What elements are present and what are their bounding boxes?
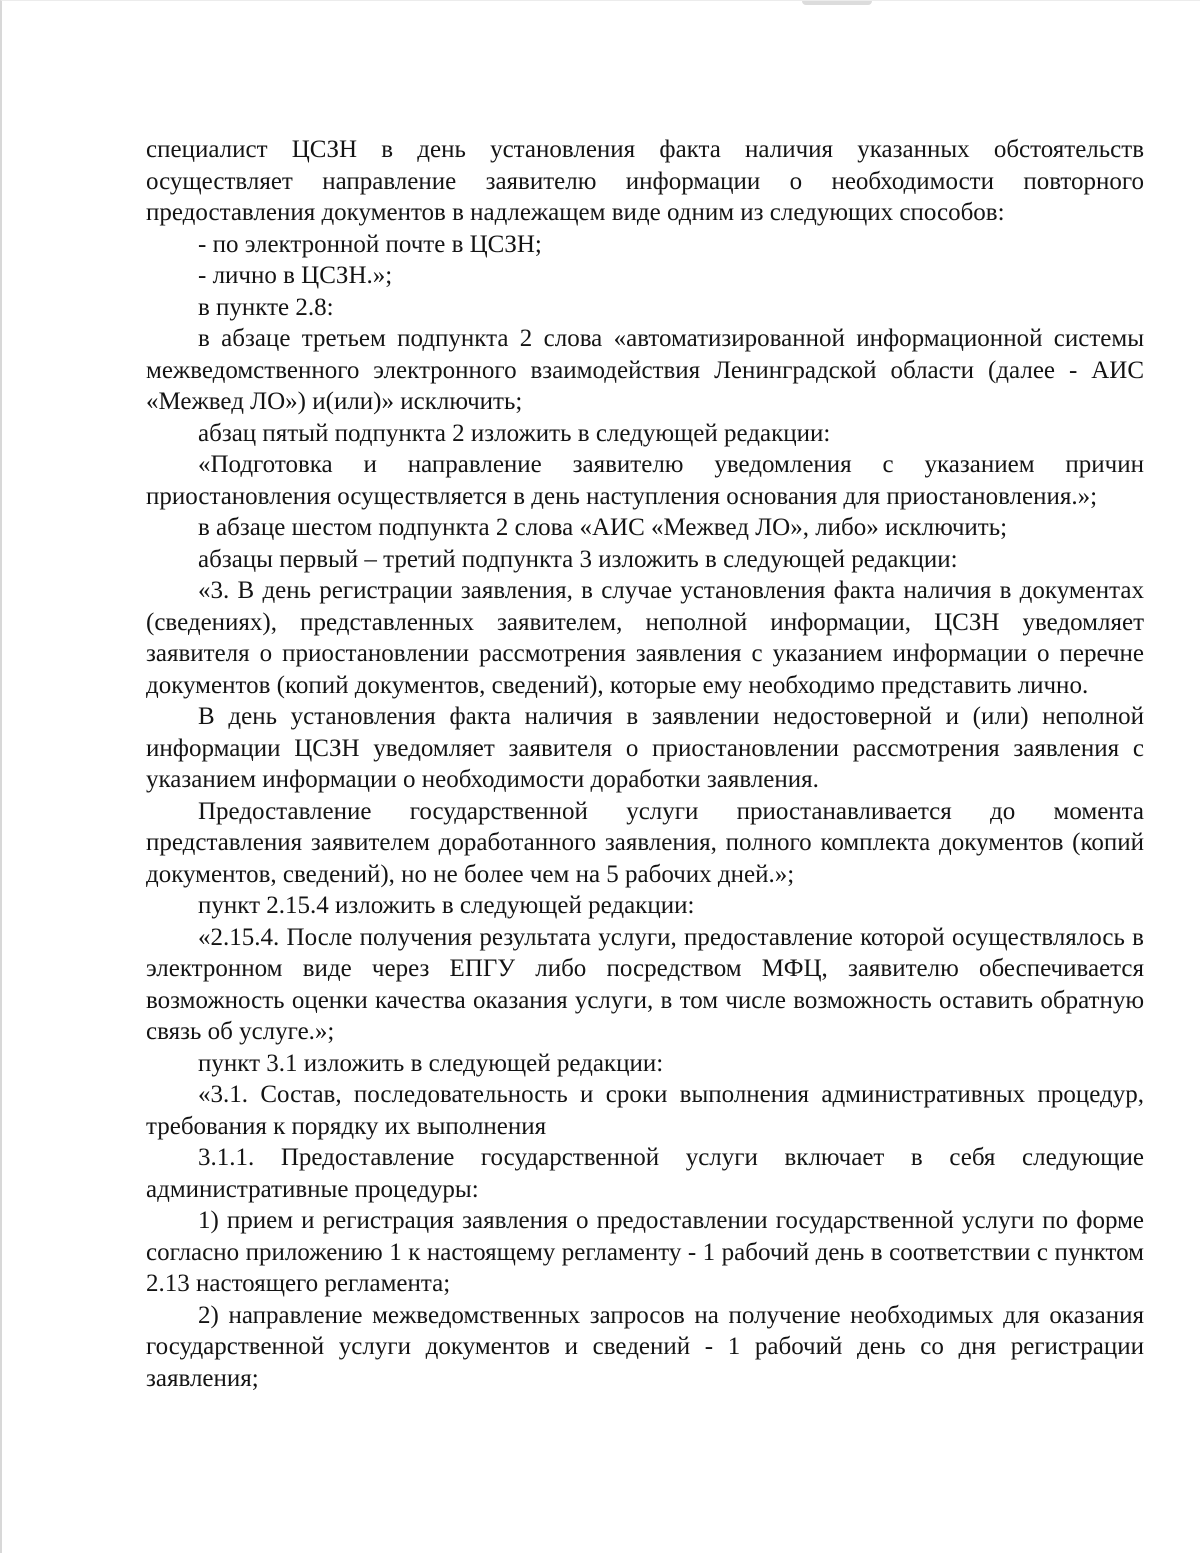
paragraph-registration-day: «3. В день регистрации заявления, в случае установления факта наличия в документах (сведениях), представленных заявителем, неполной информации, ЦСЗН уведомляет заявителя о приостановлении рассмотрения заявления с указанием информации о перечне документов (копий документов, сведений), которые ему необходимо представить лично.: [146, 577, 1144, 699]
paragraph-section-3-1-1: 3.1.1. Предоставление государственной услуги включает в себя следующие административные процедуры:: [146, 1144, 1144, 1203]
paragraph-service-suspended: Предоставление государственной услуги приостанавливается до момента представления заявителем доработанного заявления, полного комплекта документов (копий документов, сведений), но не более чем на 5 рабочих дней.»;: [146, 797, 1144, 888]
paragraph-subpoint-2-abzac-6: в абзаце шестом подпункта 2 слова «АИС «Межвед ЛО», либо» исключить;: [198, 514, 1008, 541]
list-item-email: - по электронной почте в ЦСЗН;: [198, 230, 542, 258]
paragraph-point-2-8: в пункте 2.8:: [198, 293, 334, 321]
paragraph-point-2-15-4: пункт 2.15.4 изложить в следующей редакции:: [198, 892, 695, 919]
paragraph-section-3-1-heading: «3.1. Состав, последовательность и сроки выполнения административных процедур, требования к порядку их выполнения: [146, 1081, 1144, 1140]
paragraph-point-3-1: пункт 3.1 изложить в следующей редакции:: [198, 1049, 664, 1077]
paragraph-subpoint-3: абзацы первый – третий подпункта 3 изложить в следующей редакции:: [198, 545, 958, 573]
scan-edge-mark: [802, 1, 872, 5]
paragraph-subpoint-2-abzac-3: в абзаце третьем подпункта 2 слова «автоматизированной информационной системы межведомственного электронного взаимодействия Ленинградской области (далее - АИС «Межвед ЛО») и(или)» исключить;: [146, 325, 1144, 415]
list-item-procedure-1: 1) прием и регистрация заявления о предоставлении государственной услуги по форме согласно приложению 1 к настоящему регламенту - 1 рабочий день в соответствии с пунктом 2.13 настоящего регламента;: [146, 1207, 1144, 1297]
paragraph-specialist-notice: специалист ЦСЗН в день установления факта наличия указанных обстоятельств осуществляет направление заявителю информации о необходимости повторного предоставления документов в надлежащем виде одним из следующих способов:: [146, 136, 1144, 226]
list-item-in-person: - лично в ЦСЗН.»;: [198, 262, 393, 289]
list-item-procedure-2: 2) направление межведомственных запросов на получение необходимых для оказания государственной услуги документов и сведений - 1 рабочий день со дня регистрации заявления;: [146, 1301, 1144, 1392]
paragraph-suspension-notice: «Подготовка и направление заявителю уведомления с указанием причин приостановления осуществляется в день наступления основания для приостановления.»;: [146, 451, 1144, 510]
paragraph-subpoint-2-abzac-5: абзац пятый подпункта 2 изложить в следующей редакции:: [198, 419, 831, 447]
paragraph-quality-evaluation: «2.15.4. После получения результата услуги, предоставление которой осуществлялось в электронном виде через ЕПГУ либо посредством МФЦ, заявителю обеспечивается возможность оценки качества оказания услуги, в том числе возможность оставить обратную связь об услуге.»;: [146, 923, 1144, 1045]
paragraph-unreliable-info: В день установления факта наличия в заявлении недостоверной и (или) неполной информации ЦСЗН уведомляет заявителя о приостановлении рассмотрения заявления с указанием информации о необходимости доработки заявления.: [146, 703, 1144, 793]
document-body: [146, 134, 1144, 1394]
